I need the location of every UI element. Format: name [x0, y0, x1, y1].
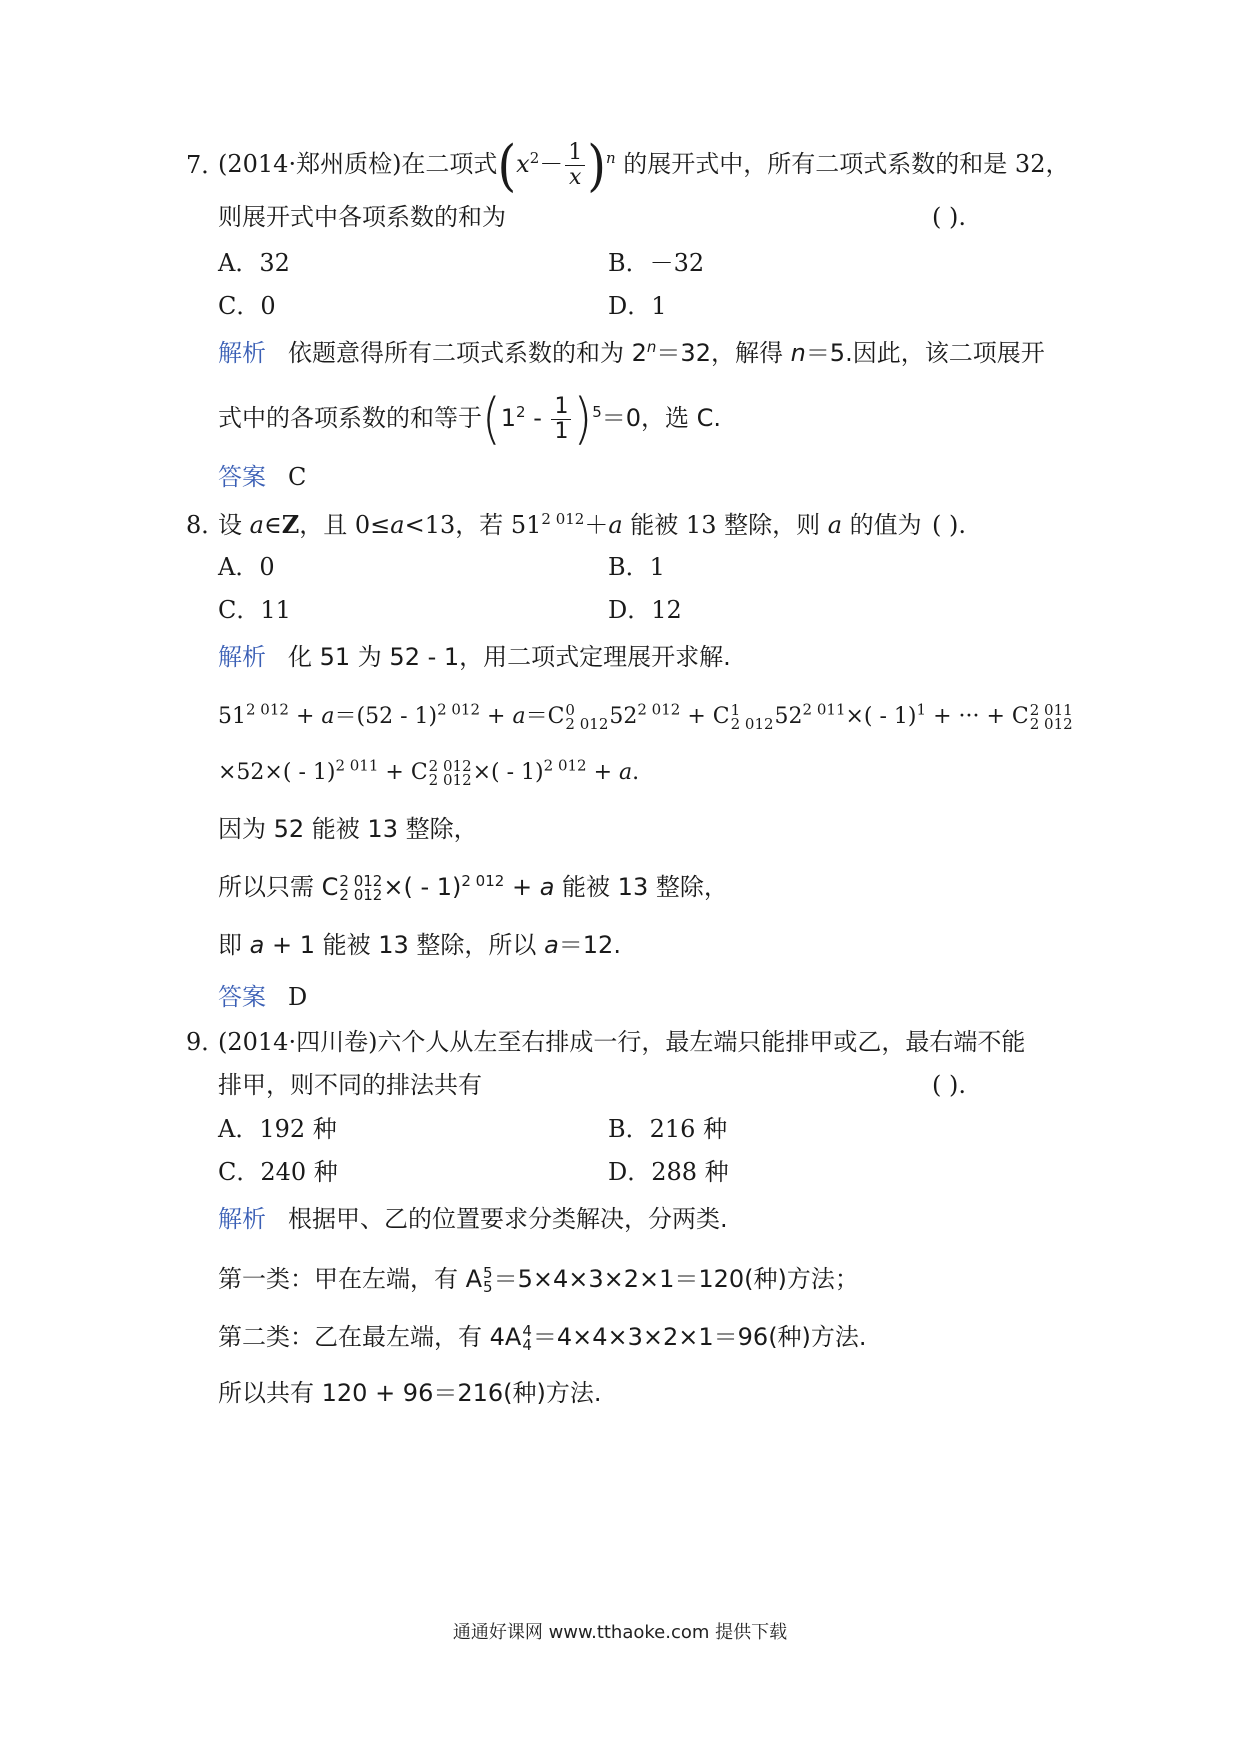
option-c: C．0 [218, 292, 276, 320]
question-8-stem: 设 a∈Z，且 0≤a<13，若 $51^{2 012}+a$ 能被 13 整除，则 a 的值为 [218, 510, 922, 539]
answer-blank: ( ). [932, 511, 966, 539]
solution-9-line-4: 所以共有 120 + 96＝216(种)方法. [218, 1379, 602, 1407]
question-9-stem-line-1: (2014·四川卷)六个人从左至右排成一行，最左端只能排甲或乙，最右端不能 [218, 1028, 1026, 1056]
fraction-1-over-x: $\frac{1}{x}$ [565, 141, 585, 190]
solution-8-line-5: 即 a + 1 能被 13 整除，所以 a＝12. [218, 931, 621, 959]
option-d: D．12 [608, 596, 682, 624]
solution-8-equation-2: ×52×( - 1)$^{2 011}$ + C 2 012 2 012 ×( - 1)$^{2 012}$ + a. [218, 756, 640, 789]
question-9-number: 9． [186, 1028, 226, 1056]
option-b: B．－32 [608, 249, 705, 277]
option-c: C．11 [218, 596, 291, 624]
answer-tag: 答案 [218, 463, 266, 491]
option-d: D．1 [608, 292, 667, 320]
solution-8-line-4: 所以只需 C 2 012 2 012 ×( - 1)$^{2 012}$ + a 能被 13 整除， [218, 872, 728, 904]
question-7-number: 7． [186, 151, 226, 179]
answer-tag: 答案 [218, 983, 266, 1011]
question-9-stem-line-2: 排甲，则不同的排法共有 [218, 1071, 482, 1099]
option-b: B．216 种 [608, 1115, 728, 1143]
answer-8: 答案 D [218, 983, 308, 1011]
answer-blank: ( ). [932, 1071, 966, 1099]
solution-9-line-2: 第一类：甲在左端，有 A 5 5 ＝5×4×3×2×1＝120(种)方法； [218, 1264, 859, 1296]
option-b: B．1 [608, 553, 665, 581]
solution-tag: 解析 [218, 1205, 266, 1233]
answer-blank: ( ). [932, 203, 966, 231]
fraction-1-over-1: $\frac{1}{1}$ [551, 395, 571, 444]
solution-7-line-2: 式中的各项系数的和等于($1^2$ - $\frac{1}{1}$ )$^5$＝0，选 C. [218, 386, 722, 452]
option-d: D．288 种 [608, 1158, 729, 1186]
solution-9-line-1: 解析 根据甲、乙的位置要求分类解决，分两类. [218, 1205, 728, 1233]
solution-tag: 解析 [218, 339, 266, 367]
solution-8-equation-1: $51^{2 012} + a=(52 - 1)^{2 012} + a=C$ 0 2 012 $52^{2 012} + C$ 1 2 012 $52^{2 011}\times( - 1)^1$ + ··· + C 2 011 2 012 [218, 700, 1073, 733]
solution-8-line-1: 解析 化 51 为 52 - 1，用二项式定理展开求解. [218, 643, 731, 671]
option-a: A．192 种 [218, 1115, 337, 1143]
solution-8-line-3: 因为 52 能被 13 整除， [218, 815, 478, 843]
question-8-number: 8． [186, 511, 226, 539]
option-c: C．240 种 [218, 1158, 338, 1186]
option-a: A．0 [218, 553, 275, 581]
solution-tag: 解析 [218, 643, 266, 671]
solution-9-line-3: 第二类：乙在最左端，有 4A 4 4 ＝4×4×3×2×1＝96(种)方法. [218, 1322, 867, 1354]
solution-7-line-1: 解析 依题意得所有二项式系数的和为 $2^n=32$，解得 n＝5.因此，该二项展开 [218, 338, 1045, 367]
option-a: A．32 [218, 249, 290, 277]
page-footer: 通通好课网 www.tthaoke.com 提供下载 [452, 1622, 788, 1643]
answer-7: 答案 C [218, 463, 307, 491]
question-7-stem-line-1: (2014·郑州质检)在二项式($x^2-$ $\frac{1}{x}$ )$^n$ 的展开式中，所有二项式系数的和是 32， [218, 133, 1070, 198]
question-7-stem-line-2: 则展开式中各项系数的和为 [218, 203, 506, 231]
